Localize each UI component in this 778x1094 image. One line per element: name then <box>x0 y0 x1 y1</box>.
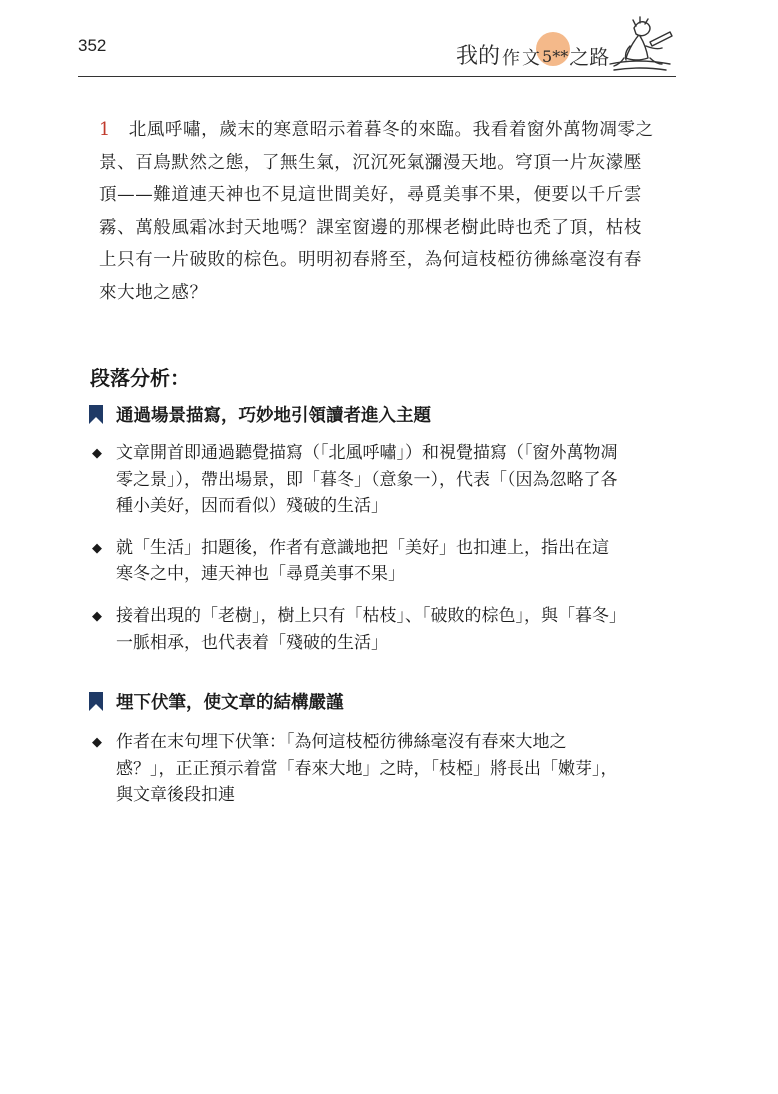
bullet-text: 作者在末句埋下伏筆：「為何這枝椏彷彿絲毫沒有春來大地之感？」，正正預示着當「春來大地」之時，「枝椏」將長出「嫩芽」，與文章後段扣連 <box>116 732 618 806</box>
book-title-part: 文 <box>522 48 541 69</box>
bullet-list-foreshadow <box>90 729 620 824</box>
subheading-text: 埋下伏筆，使文章的結構嚴謹 <box>116 693 344 713</box>
writer-figure-icon <box>604 14 676 76</box>
header-rule <box>78 76 676 77</box>
diamond-bullet-icon: ◆ <box>92 735 102 750</box>
section-title: 段落分析： <box>90 366 190 390</box>
bullet-text: 接着出現的「老樹」，樹上只有「枯枝」、「破敗的棕色」，與「暮冬」一脈相承，也代表着「殘破的生活」 <box>116 605 618 653</box>
bookmark-icon <box>88 692 104 711</box>
bullet-text: 就「生活」扣題後，作者有意識地把「美好」也扣連上，指出在這寒冬之中，連天神也「尋覓美事不果」 <box>116 537 609 585</box>
diamond-bullet-icon: ◆ <box>92 608 102 624</box>
list-item <box>90 440 620 520</box>
list-item <box>90 603 620 656</box>
book-title-part: 之路 <box>569 45 610 69</box>
bullet-list-scene <box>90 440 620 671</box>
excerpt-number: 1 <box>99 120 111 140</box>
list-item <box>90 729 620 809</box>
excerpt-paragraph <box>99 114 659 310</box>
bullet-text: 文章開首即通過聽覺描寫（「北風呼嘯」）和視覺描寫（「窗外萬物凋零之景」），帶出場景，即「暮冬」（意象一），代表「（因為忽略了各種小美好，因而看似）殘破的生活」 <box>116 443 618 517</box>
book-title <box>456 30 609 70</box>
subheading-scene <box>88 402 431 427</box>
book-title-part: 作 <box>502 48 521 69</box>
subheading-text: 通過場景描寫，巧妙地引領讀者進入主題 <box>116 406 431 426</box>
page-number: 352 <box>78 36 107 55</box>
excerpt-text: 北風呼嘯，歲末的寒意昭示着暮冬的來臨。我看着窗外萬物凋零之景、百鳥默然之態，了無生氣，沉沉死氣瀰漫天地。穹頂一片灰濛壓頂——難道連天神也不見這世間美好，尋覓美事不果，便要以千斤雲霧、萬般風霜冰封天地嗎？課室窗邊的那棵老樹此時也禿了頂，枯枝上只有一片破敗的棕色。明明初春將至，為何這枝椏彷彿絲毫沒有春來大地之感？ <box>99 120 654 303</box>
book-title-part: 5** <box>542 47 569 66</box>
list-item <box>90 535 620 588</box>
book-title-part: 我的 <box>456 44 501 69</box>
diamond-bullet-icon: ◆ <box>92 540 102 556</box>
subheading-foreshadow <box>88 689 344 714</box>
diamond-bullet-icon: ◆ <box>92 446 102 461</box>
bookmark-icon <box>88 405 104 424</box>
